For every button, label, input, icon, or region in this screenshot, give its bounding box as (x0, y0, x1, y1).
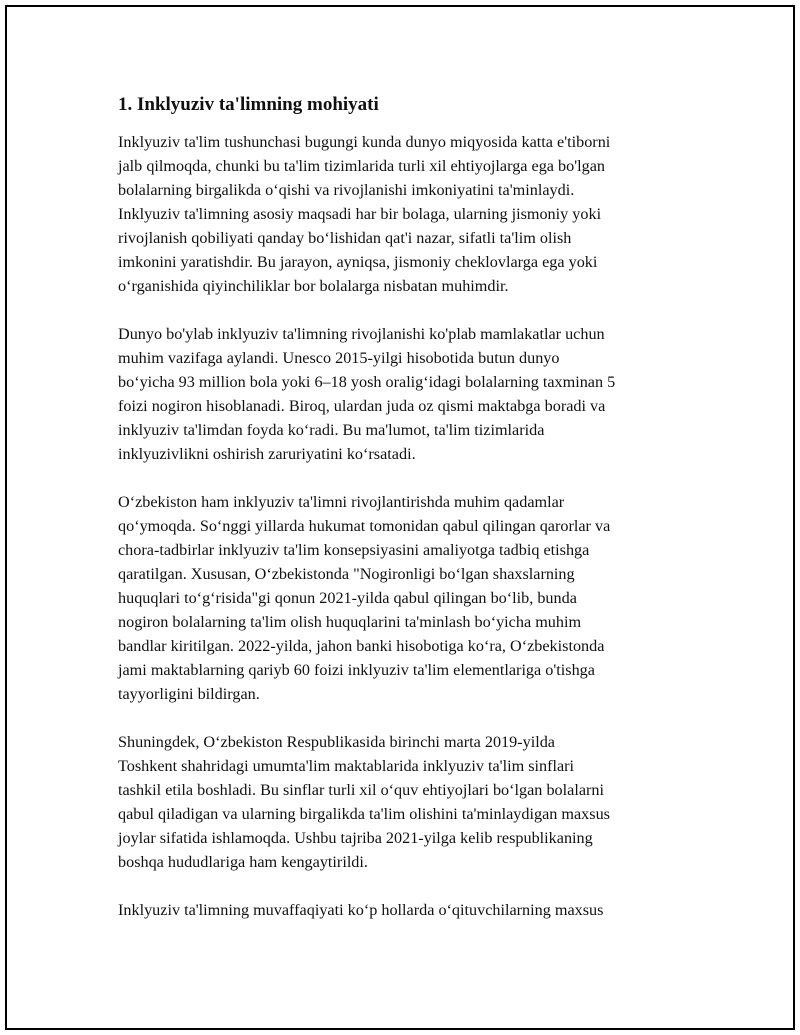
text-line: Toshkent shahridagi umumta'lim maktablarida inklyuziv ta'lim sinflari (118, 757, 575, 775)
text-line: jalb qilmoqda, chunki bu ta'lim tizimlarida turli xil ehtiyojlarga ega bo'lgan (118, 157, 606, 175)
text-line: bandlar kiritilgan. 2022-yilda, jahon banki hisobotiga ko‘ra, O‘zbekistonda (118, 637, 605, 655)
paragraph (118, 730, 690, 874)
text-line: inklyuzivlikni oshirish zaruriyatini ko‘rsatadi. (118, 445, 416, 463)
text-line: Inklyuziv ta'limning muvaffaqiyati ko‘p hollarda o‘qituvchilarning maxsus (118, 901, 604, 919)
section-heading: 1. Inklyuziv ta'limning mohiyati (118, 94, 379, 115)
text-line: qaratilgan. Xususan, O‘zbekistonda "Nogironligi bo‘lgan shaxslarning (118, 565, 575, 583)
text-line: tashkil etila boshladi. Bu sinflar turli xil o‘quv ehtiyojlari bo‘lgan bolalarni (118, 781, 604, 799)
text-line: Dunyo bo'ylab inklyuziv ta'limning rivojlanishi ko'plab mamlakatlar uchun (118, 325, 605, 343)
paragraph (118, 490, 690, 706)
paragraph (118, 898, 690, 922)
text-line: nogiron bolalarning ta'lim olish huquqlarini ta'minlash bo‘yicha muhim (118, 613, 582, 631)
text-line: muhim vazifaga aylandi. Unesco 2015-yilgi hisobotida butun dunyo (118, 349, 560, 367)
text-line: Inklyuziv ta'lim tushunchasi bugungi kunda dunyo miqyosida katta e'tiborni (118, 133, 611, 151)
text-line: rivojlanish qobiliyati qanday bo‘lishidan qat'i nazar, sifatli ta'lim olish (118, 229, 572, 247)
text-line: bo‘yicha 93 million bola yoki 6–18 yosh oralig‘idagi bolalarning taxminan 5 (118, 373, 616, 391)
text-line: jami maktablarning qariyb 60 foizi inklyuziv ta'lim elementlariga o'tishga (118, 661, 595, 679)
text-line: Shuningdek, O‘zbekiston Respublikasida birinchi marta 2019-yilda (118, 733, 555, 751)
text-line: boshqa hududlariga ham kengaytirildi. (118, 853, 368, 871)
paragraph (118, 322, 690, 466)
text-line: inklyuziv ta'limdan foyda ko‘radi. Bu ma'lumot, ta'lim tizimlarida (118, 421, 545, 439)
text-line: foizi nogiron hisoblanadi. Biroq, ulardan juda oz qismi maktabga boradi va (118, 397, 606, 415)
document-body (118, 92, 690, 946)
text-line: chora-tadbirlar inklyuziv ta'lim konsepsiyasini amaliyotga tadbiq etishga (118, 541, 590, 559)
text-line: qabul qiladigan va ularning birgalikda ta'lim olishini ta'minlaydigan maxsus (118, 805, 610, 823)
text-line: O‘zbekiston ham inklyuziv ta'limni rivojlantirishda muhim qadamlar (118, 493, 565, 511)
text-line: bolalarning birgalikda o‘qishi va rivojlanishi imkoniyatini ta'minlaydi. (118, 181, 575, 199)
text-line: o‘rganishida qiyinchiliklar bor bolalarga nisbatan muhimdir. (118, 277, 509, 295)
text-line: qo‘ymoqda. So‘nggi yillarda hukumat tomonidan qabul qilingan qarorlar va (118, 517, 611, 535)
paragraph (118, 130, 690, 298)
text-line: joylar sifatida ishlamoqda. Ushbu tajriba 2021-yilga kelib respublikaning (118, 829, 593, 847)
text-line: Inklyuziv ta'limning asosiy maqsadi har bir bolaga, ularning jismoniy yoki (118, 205, 602, 223)
text-line: imkonini yaratishdir. Bu jarayon, ayniqsa, jismoniy cheklovlarga ega yoki (118, 253, 598, 271)
text-line: tayyorligini bildirgan. (118, 685, 260, 703)
text-line: huquqlari to‘g‘risida"gi qonun 2021-yilda qabul qilingan bo‘lib, bunda (118, 589, 577, 607)
